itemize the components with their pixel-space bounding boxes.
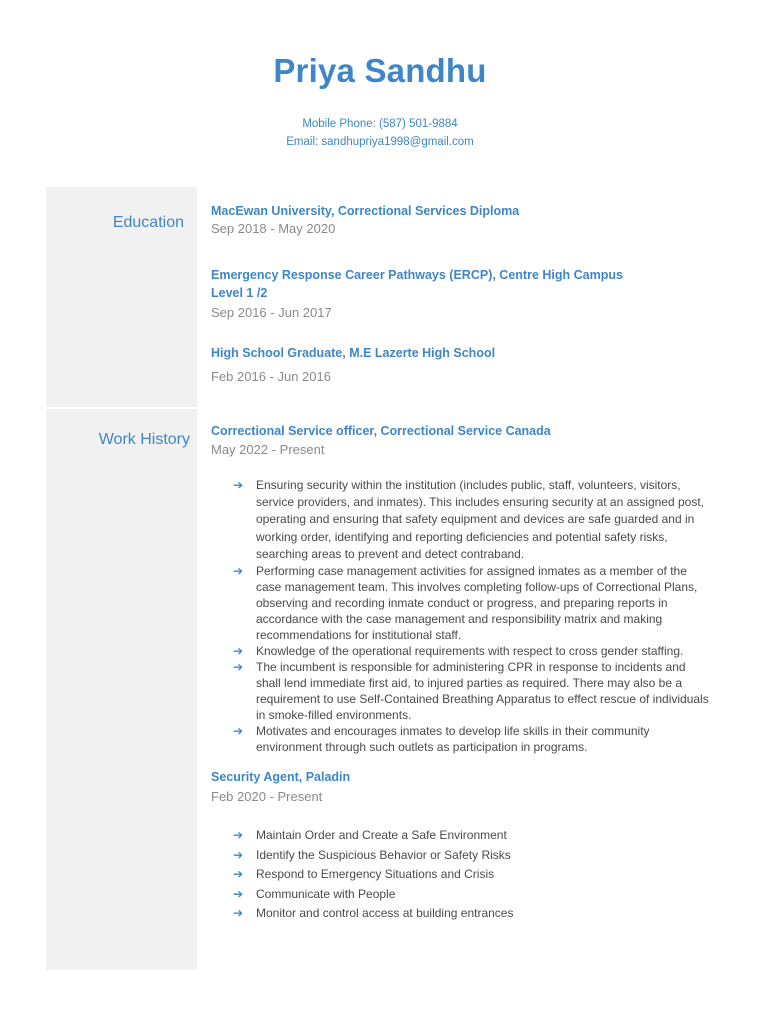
work-history-heading: Work History <box>98 431 190 448</box>
duty-text: Knowledge of the operational requirements with respect to cross gender staffing. <box>256 644 684 659</box>
education-title: Emergency Response Career Pathways (ERCP), Centre High Campus Level 1 /2 <box>211 268 623 300</box>
duty-text: Communicate with People <box>256 886 396 901</box>
education-date: Feb 2016 - Jun 2016 <box>211 369 331 384</box>
list-item <box>233 826 713 846</box>
list-item <box>233 865 713 885</box>
job-duties-list <box>233 477 713 755</box>
education-heading: Education <box>112 214 184 231</box>
section-divider <box>46 407 197 409</box>
list-item <box>233 477 713 563</box>
duty-text: Performing case management activities for assigned inmates as a member of the case management team. This involves completing follow-ups of Correctional Plans, observing and recording inmate conduct or progress, and preparing reports in accordance with the case management and responsibility matrix and making recommendations for institutional staff. <box>256 564 698 643</box>
list-item <box>233 846 713 866</box>
education-title: MacEwan University, Correctional Services Diploma <box>211 204 520 218</box>
arrow-right-icon: ➔ <box>233 644 244 659</box>
education-date: Sep 2018 - May 2020 <box>211 221 336 236</box>
duty-text: Identify the Suspicious Behavior or Safety Risks <box>256 847 511 862</box>
education-title: High School Graduate, M.E Lazerte High School <box>211 346 496 360</box>
job-title: Correctional Service officer, Correctional Service Canada <box>211 424 551 438</box>
duty-text: Maintain Order and Create a Safe Environment <box>256 828 507 842</box>
list-item <box>233 723 713 755</box>
arrow-right-icon: ➔ <box>233 478 244 492</box>
list-item <box>233 643 713 659</box>
arrow-right-icon: ➔ <box>233 886 244 901</box>
arrow-right-icon: ➔ <box>233 564 244 579</box>
arrow-right-icon: ➔ <box>233 867 244 881</box>
education-date: Sep 2016 - Jun 2017 <box>211 305 332 320</box>
duty-text: Monitor and control access at building entrances <box>256 906 514 920</box>
duty-text: Ensuring security within the institution (includes public, staff, volunteers, visitors, service providers, and inmates). This includes ensuring security at an assigned post, operating and ensuring that safety equipment and devices are safe guarded and in working order, identifying and reporting deficiencies and potential safety risks, searching areas to prevent and detect contraband. <box>256 478 705 561</box>
list-item <box>233 563 713 643</box>
duty-text: Respond to Emergency Situations and Crisis <box>256 867 495 881</box>
section-sidebar <box>46 187 197 970</box>
arrow-right-icon: ➔ <box>233 847 244 862</box>
arrow-right-icon: ➔ <box>233 828 244 842</box>
email-contact: Email: sandhupriya1998@gmail.com <box>286 136 474 148</box>
candidate-name: Priya Sandhu <box>273 52 487 89</box>
duty-text: Motivates and encourages inmates to develop life skills in their community environment through such outlets as participation in programs. <box>256 724 650 755</box>
duty-text: The incumbent is responsible for administering CPR in response to incidents and shall lend immediate first aid, to injured parties as required. There may also be a requirement to use Self-Contained Breathing Apparatus to effect rescue of individuals in smoke-filled environments. <box>256 660 709 723</box>
list-item <box>233 659 713 723</box>
arrow-right-icon: ➔ <box>233 906 244 920</box>
job-duties-list <box>233 826 713 924</box>
job-title: Security Agent, Paladin <box>211 770 351 784</box>
arrow-right-icon: ➔ <box>233 724 244 739</box>
list-item <box>233 885 713 905</box>
phone-contact: Mobile Phone: (587) 501-9884 <box>302 118 458 130</box>
job-date: May 2022 - Present <box>211 442 325 457</box>
arrow-right-icon: ➔ <box>233 660 244 675</box>
job-date: Feb 2020 - Present <box>211 789 323 804</box>
list-item <box>233 904 713 924</box>
